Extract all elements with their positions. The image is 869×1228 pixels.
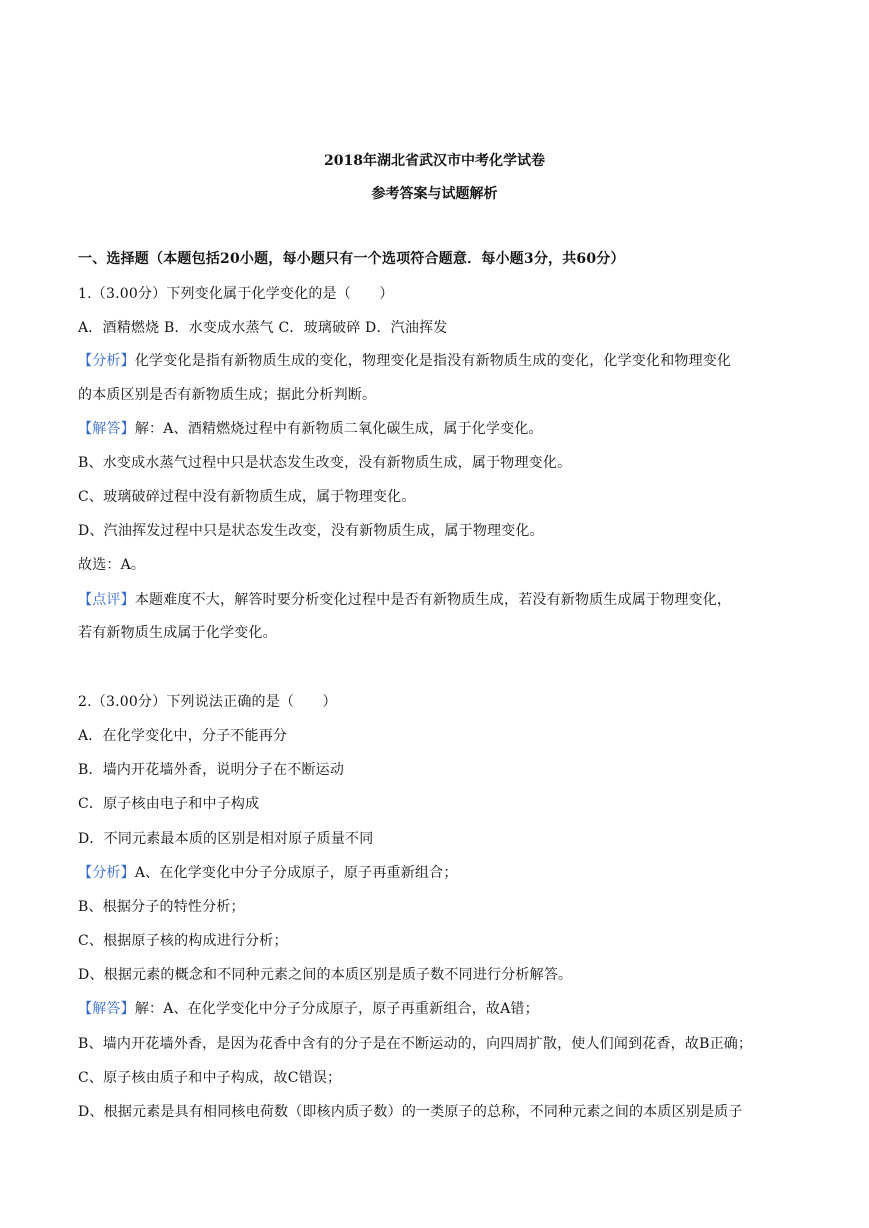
question-2-option-c: C．原子核由电子和中子构成 [78,796,260,812]
question-2-analysis-b: B、根据分子的特性分析； [78,899,245,915]
comment-text: 本题难度不大，解答时要分析变化过程中是否有新物质生成，若没有新物质生成属于物理变化， [134,592,732,608]
question-1-comment [78,590,731,610]
question-1-answer-c: C、玻璃破碎过程中没有新物质生成，属于物理变化。 [78,489,416,505]
question-1-options: A．酒精燃烧 B．水变成水蒸气 C．玻璃破碎 D．汽油挥发 [78,320,448,336]
question-1-analysis [78,351,731,371]
analysis-text: A、在化学变化中分子分成原子，原子再重新组合； [134,865,458,881]
question-2-option-a: A．在化学变化中，分子不能再分 [78,728,288,744]
comment-tag: 【点评】 [78,592,135,608]
question-2-answer-d: D、根据元素是具有相同核电荷数（即核内质子数）的一类原子的总称，不同种元素之间的本质区别是质子 [78,1104,743,1120]
question-2-analysis-d: D、根据元素的概念和不同种元素之间的本质区别是质子数不同进行分析解答。 [78,967,573,983]
question-2-option-b: B．墙内开花墙外香，说明分子在不断运动 [78,762,345,778]
question-2-answer [78,999,539,1019]
question-1-answer-b: B、水变成水蒸气过程中只是状态发生改变，没有新物质生成，属于物理变化。 [78,455,572,471]
answer-tag: 【解答】 [78,1001,135,1017]
analysis-tag: 【分析】 [78,353,135,369]
analysis-tag: 【分析】 [78,865,135,881]
question-1-answer-d: D、汽油挥发过程中只是状态发生改变，没有新物质生成，属于物理变化。 [78,523,544,539]
answer-text: 解：A、酒精燃烧过程中有新物质二氧化碳生成，属于化学变化。 [134,421,543,437]
question-2-analysis [78,863,458,883]
section-heading: 一、选择题（本题包括20小题，每小题只有一个选项符合题意．每小题3分，共60分） [78,251,625,267]
question-2-answer-b: B、墙内开花墙外香，是因为花香中含有的分子是在不断运动的，向四周扩散，使人们闻到花香，故B正确； [78,1036,753,1052]
question-1-choice: 故选：A。 [78,557,146,573]
document-title: 2018年湖北省武汉市中考化学试卷 [324,153,545,169]
answer-tag: 【解答】 [78,421,135,437]
question-2-answer-c: C、原子核由质子和中子构成，故C错误； [78,1070,342,1086]
question-2-stem: 2.（3.00分）下列说法正确的是（ ） [78,694,337,710]
question-1-analysis-cont: 的本质区别是否有新物质生成；据此分析判断。 [78,387,377,403]
question-2-option-d: D．不同元素最本质的区别是相对原子质量不同 [78,831,374,847]
question-2-analysis-c: C、根据原子核的构成进行分析； [78,933,288,949]
document-subtitle: 参考答案与试题解析 [371,186,498,202]
analysis-text: 化学变化是指有新物质生成的变化，物理变化是指没有新物质生成的变化，化学变化和物理变化 [134,353,732,369]
question-1-comment-cont: 若有新物质生成属于化学变化。 [78,625,277,641]
question-1-stem: 1.（3.00分）下列变化属于化学变化的是（ ） [78,286,394,302]
answer-text: 解：A、在化学变化中分子分成原子，原子再重新组合，故A错； [134,1001,539,1017]
question-1-answer [78,419,543,439]
